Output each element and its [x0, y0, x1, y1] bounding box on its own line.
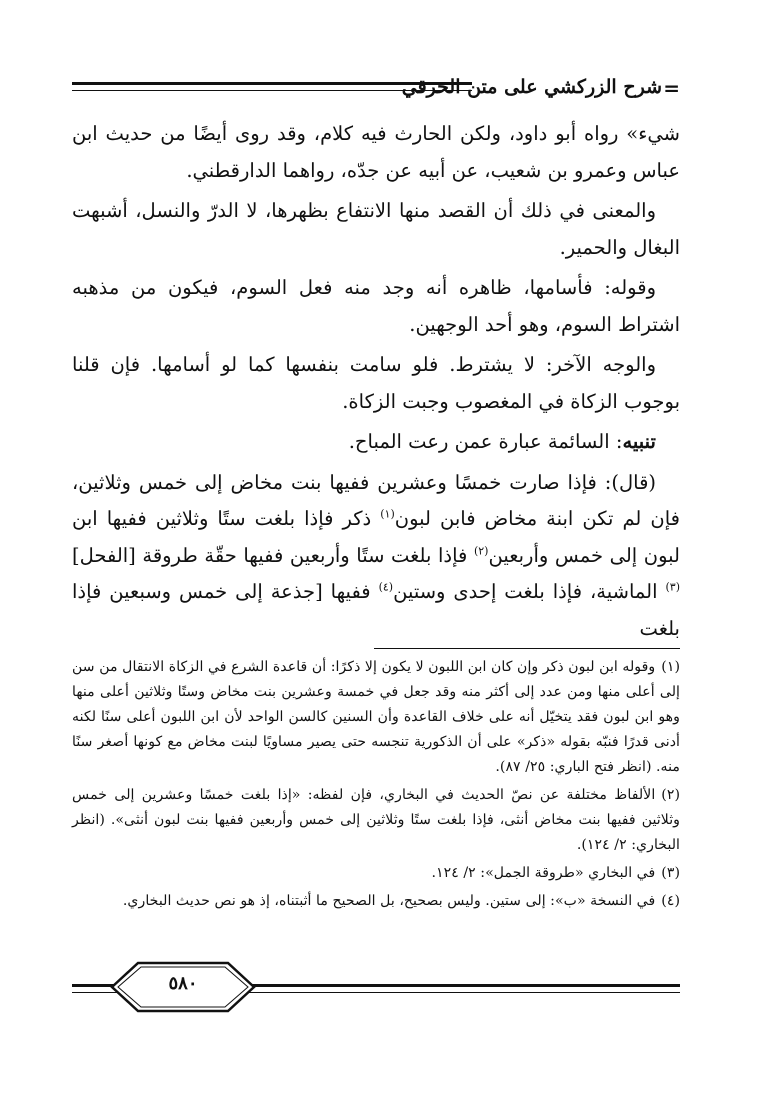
footnote-ref: (٣)	[665, 580, 680, 594]
page-footer	[72, 960, 680, 1016]
header-title: شرح الزركشي على متن الخرقي	[401, 76, 662, 98]
header-rule-thin	[72, 90, 472, 91]
header-mark: =	[663, 76, 680, 100]
footnote-text: في البخاري «طروقة الجمل»: ٢/ ١٢٤.	[431, 865, 656, 881]
footnotes	[72, 655, 680, 917]
matn-text: (قال): فإذا صارت خمسًا وعشرين ففيها بنت مخاض إلى خمس وثلاثين، فإن لم تكن ابنة مخاض فابن لبون	[72, 470, 680, 530]
footnote-text: الألفاظ مختلفة عن نصّ الحديث في البخاري، فإن لفظه: «إذا بلغت خمسًا وعشرين إلى خمس وثلاثين ففيها بنت مخاض أنثى، فإذا بلغت ستًا وثلاثين إلى خمس وأربعين ففيها بنت لبون أنثى». (انظر البخاري: ٢/ ١٢٤).	[72, 787, 680, 853]
footnote-text: وقوله ابن لبون ذكر وإن كان ابن اللبون لا يكون إلا ذكرًا: أن قاعدة الشرع في الزكاة الانتقال من سن إلى أعلى منها ومن عدد إلى أكثر منه وقد جعل في خمسة وعشرين بنت مخاض وستًا وثلاثين أعلى منها وهو ابن لبون فقد يتخيّل أنه على خلاف القاعدة وأن السنين كالسن الواحد لأن ابن اللبون أعلى سنًا لكنه أدنى قدرًا فنبّه بقوله «ذكر» على أن الذكورية تنجسه حتى يصير مساويًا لبنت مخاض مع كونها أصغر سنًا منه. (انظر فتح الباري: ٢٥/ ٨٧).	[72, 659, 680, 775]
page-number: ٥٨٠	[168, 973, 198, 994]
footnote-ref: (١)	[380, 507, 395, 521]
note-label: تنبيه	[622, 430, 656, 453]
matn-text: ففيها [جذعة إلى خمس وسبعين فإذا بلغت	[72, 580, 680, 640]
footnote-ref: (٢)	[473, 544, 489, 557]
running-header	[72, 68, 680, 108]
matn-text: ذكر فإذا بلغت ستًا وثلاثين ففيها ابن لبون إلى خمس وأربعين	[72, 507, 680, 567]
paragraph: والمعنى في ذلك أن القصد منها الانتفاع بظهرها، لا الدرّ والنسل، أشبهت البغال والحمير.	[72, 199, 680, 259]
paragraph: وقوله: فأسامها، ظاهره أنه وجد منه فعل السوم، فيكون من مذهبه اشتراط السوم، وهو أحد الوجهين.	[72, 276, 680, 336]
footnote-separator	[374, 648, 680, 649]
paragraph: شيء» رواه أبو داود، ولكن الحارث فيه كلام، وقد روى أيضًا من حديث ابن عباس وعمرو بن شعيب، عن أبيه عن جدّه، رواهما الدارقطني.	[72, 122, 680, 182]
footnote-number: (٣)	[661, 865, 680, 881]
footnote-number: (٢)	[661, 787, 680, 803]
footnote	[72, 861, 680, 886]
page-number-badge	[108, 960, 258, 1014]
footnote	[72, 783, 680, 858]
paragraph: والوجه الآخر: لا يشترط. فلو سامت بنفسها كما لو أسامها. فإن قلنا بوجوب الزكاة في المغصوب وجبت الزكاة.	[72, 353, 680, 413]
footnote-text: في النسخة «ب»: إلى ستين. وليس بصحيح، بل الصحيح ما أثبتناه، إذ هو نص حديث البخاري.	[122, 893, 656, 909]
main-text	[72, 116, 680, 651]
matn-paragraph	[72, 465, 680, 648]
note-paragraph	[72, 424, 680, 461]
footnote-number: (١)	[661, 659, 680, 675]
footnote-number: (٤)	[661, 893, 680, 909]
footnote	[72, 655, 680, 780]
note-text: : السائمة عبارة عمن رعت المباح.	[348, 430, 623, 453]
matn-text: فإذا بلغت ستًا وأربعين ففيها حقّة طروقة [الفحل]	[72, 543, 474, 567]
footnote	[72, 889, 680, 914]
header-rule-thick	[72, 82, 472, 85]
matn-text: الماشية، فإذا بلغت إحدى وستين	[393, 580, 666, 603]
footnote-ref: (٤)	[378, 580, 394, 594]
